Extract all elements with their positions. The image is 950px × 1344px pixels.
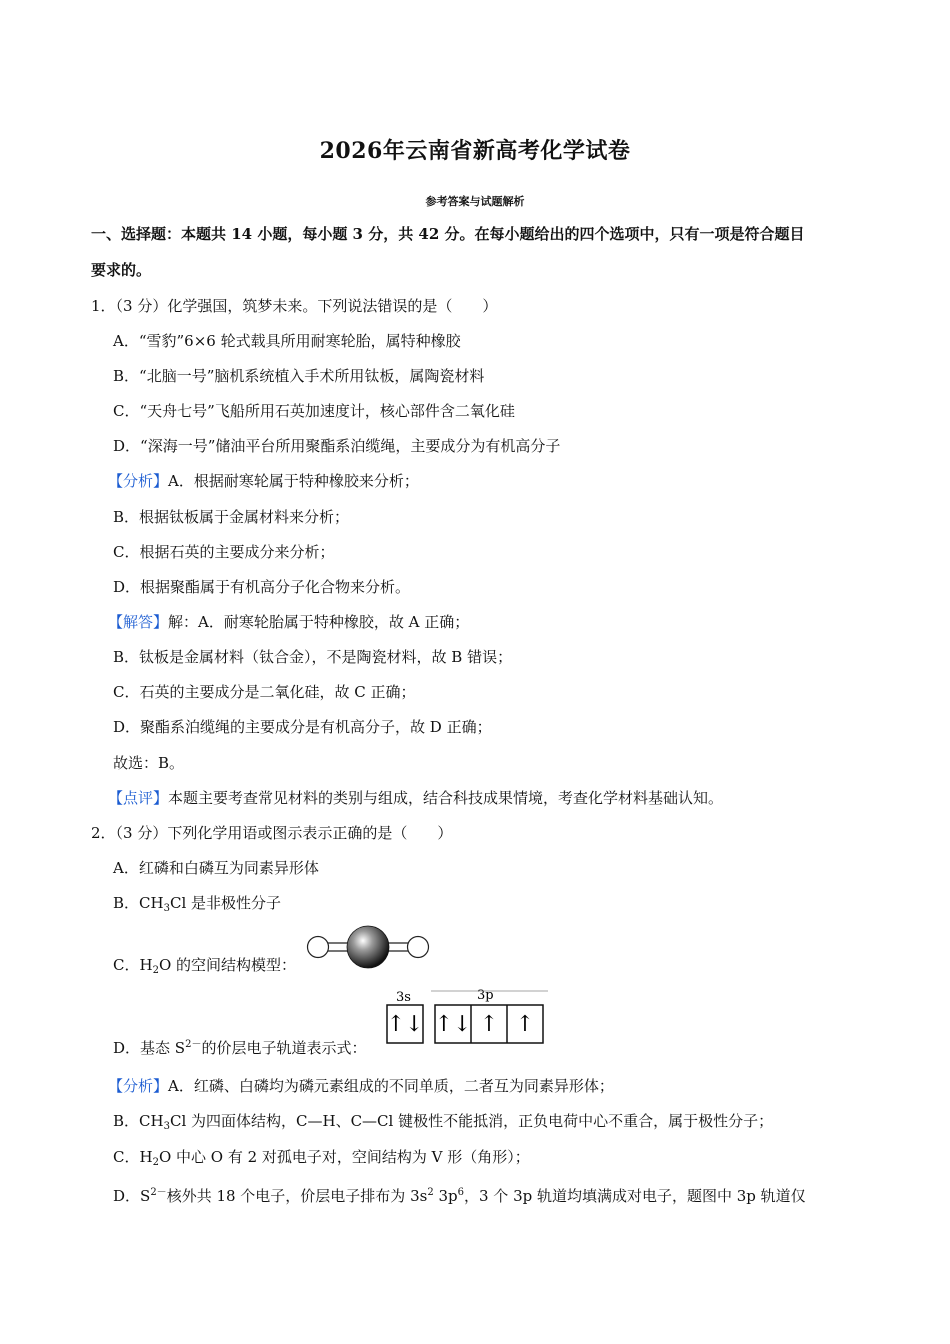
orbital-3s-electrons: ↑↓ <box>386 1012 424 1037</box>
q2-analysis-a: A．红磷、白磷均为磷元素组成的不同单质，二者互为同素异形体； <box>168 1077 614 1095</box>
h-atom-right <box>408 937 429 958</box>
o-atom <box>347 926 389 968</box>
q1-solution-b: B．钛板是金属材料（钛合金），不是陶瓷材料，故 B 错误； <box>113 648 513 666</box>
q1-comment-line <box>108 788 723 808</box>
orbital-3p-electrons-1: ↑↓ <box>434 1012 472 1037</box>
q1-analysis-d: D．根据聚酯属于有机高分子化合物来分析。 <box>113 578 411 596</box>
q2-analysis-d: D．$S^{2-}$核外共 18 个电子，价层电子排布为 $3s^2$ $3p^6$，3 个 3p 轨道均填满成对电子，题图中 3p 轨道仅 <box>113 1187 806 1205</box>
comment-tag: 【点评】 <box>108 789 169 807</box>
q1-solution-line-a <box>108 612 469 632</box>
orbital-diagram-figure <box>383 985 548 1047</box>
q1-comment: 本题主要考查常见材料的类别与组成，结合科技成果情境，考查化学材料基础认知。 <box>168 789 724 807</box>
q2-option-a: A．红磷和白磷互为同素异形体 <box>113 859 319 877</box>
q1-solution-c: C．石英的主要成分是二氧化硅，故 C 正确； <box>113 683 416 701</box>
page-title: 2026年云南省新高考化学试卷 <box>319 138 631 164</box>
q1-option-b: B．“北脑一号”脑机系统植入手术所用钛板，属陶瓷材料 <box>113 367 485 385</box>
h-atom-left <box>308 937 329 958</box>
q2-analysis-b: B．$CH_3Cl$ 为四面体结构，C—H、C—Cl 键极性不能抵消，正负电荷中心不重合，属于极性分子； <box>113 1112 774 1132</box>
q2-option-c: C．$H_2O$ 的空间结构模型： <box>113 956 297 976</box>
q2-stem: 2．（3 分）下列化学用语或图示表示正确的是（ ） <box>91 824 453 842</box>
orbital-3p-electrons-2: ↑ <box>479 1012 499 1037</box>
q1-solution-a: 解：A．耐寒轮胎属于特种橡胶，故 A 正确； <box>168 613 470 631</box>
orbital-3p-label: 3p <box>477 988 494 1003</box>
q1-option-d: D．“深海一号”储油平台所用聚酯系泊缆绳，主要成分为有机高分子 <box>113 437 561 455</box>
q1-option-a: A．“雪豹”6×6 轮式载具所用耐寒轮胎，属特种橡胶 <box>113 332 461 350</box>
q1-analysis-c: C．根据石英的主要成分来分析； <box>113 543 335 561</box>
q1-choice: 故选：B。 <box>113 754 185 772</box>
q1-stem: 1．（3 分）化学强国，筑梦未来。下列说法错误的是（ ） <box>91 297 498 315</box>
solution-tag: 【解答】 <box>108 613 169 631</box>
q1-solution-d: D．聚酯系泊缆绳的主要成分是有机高分子，故 D 正确； <box>113 718 492 736</box>
q2-option-d: D．基态 $S^{2-}$的价层电子轨道表示式： <box>113 1039 367 1057</box>
q1-option-c: C．“天舟七号”飞船所用石英加速度计，核心部件含二氧化硅 <box>113 402 515 420</box>
orbital-3p-electrons-3: ↑ <box>515 1012 535 1037</box>
q2-analysis-c: C．$H_2O$ 中心 O 有 2 对孤电子对，空间结构为 V 形（角形）； <box>113 1148 530 1168</box>
h2o-ball-model-figure <box>306 925 431 971</box>
page-subtitle: 参考答案与试题解析 <box>425 195 525 208</box>
orbital-3s-label: 3s <box>396 990 411 1005</box>
q1-analysis-a: A．根据耐寒轮属于特种橡胶来分析； <box>168 472 419 490</box>
analysis-tag: 【分析】 <box>108 1077 169 1095</box>
q2-option-b: B．$CH_3Cl$ 是非极性分子 <box>113 894 282 914</box>
q2-analysis-line-a <box>108 1076 614 1096</box>
analysis-tag: 【分析】 <box>108 472 169 490</box>
q1-analysis-line-a <box>108 471 419 491</box>
section-heading-line1: 一、选择题：本题共 14 小题，每小题 3 分，共 42 分。在每小题给出的四个选项中，只有一项是符合题目 <box>91 225 805 243</box>
q1-analysis-b: B．根据钛板属于金属材料来分析； <box>113 508 350 526</box>
section-heading-line2: 要求的。 <box>91 261 152 279</box>
